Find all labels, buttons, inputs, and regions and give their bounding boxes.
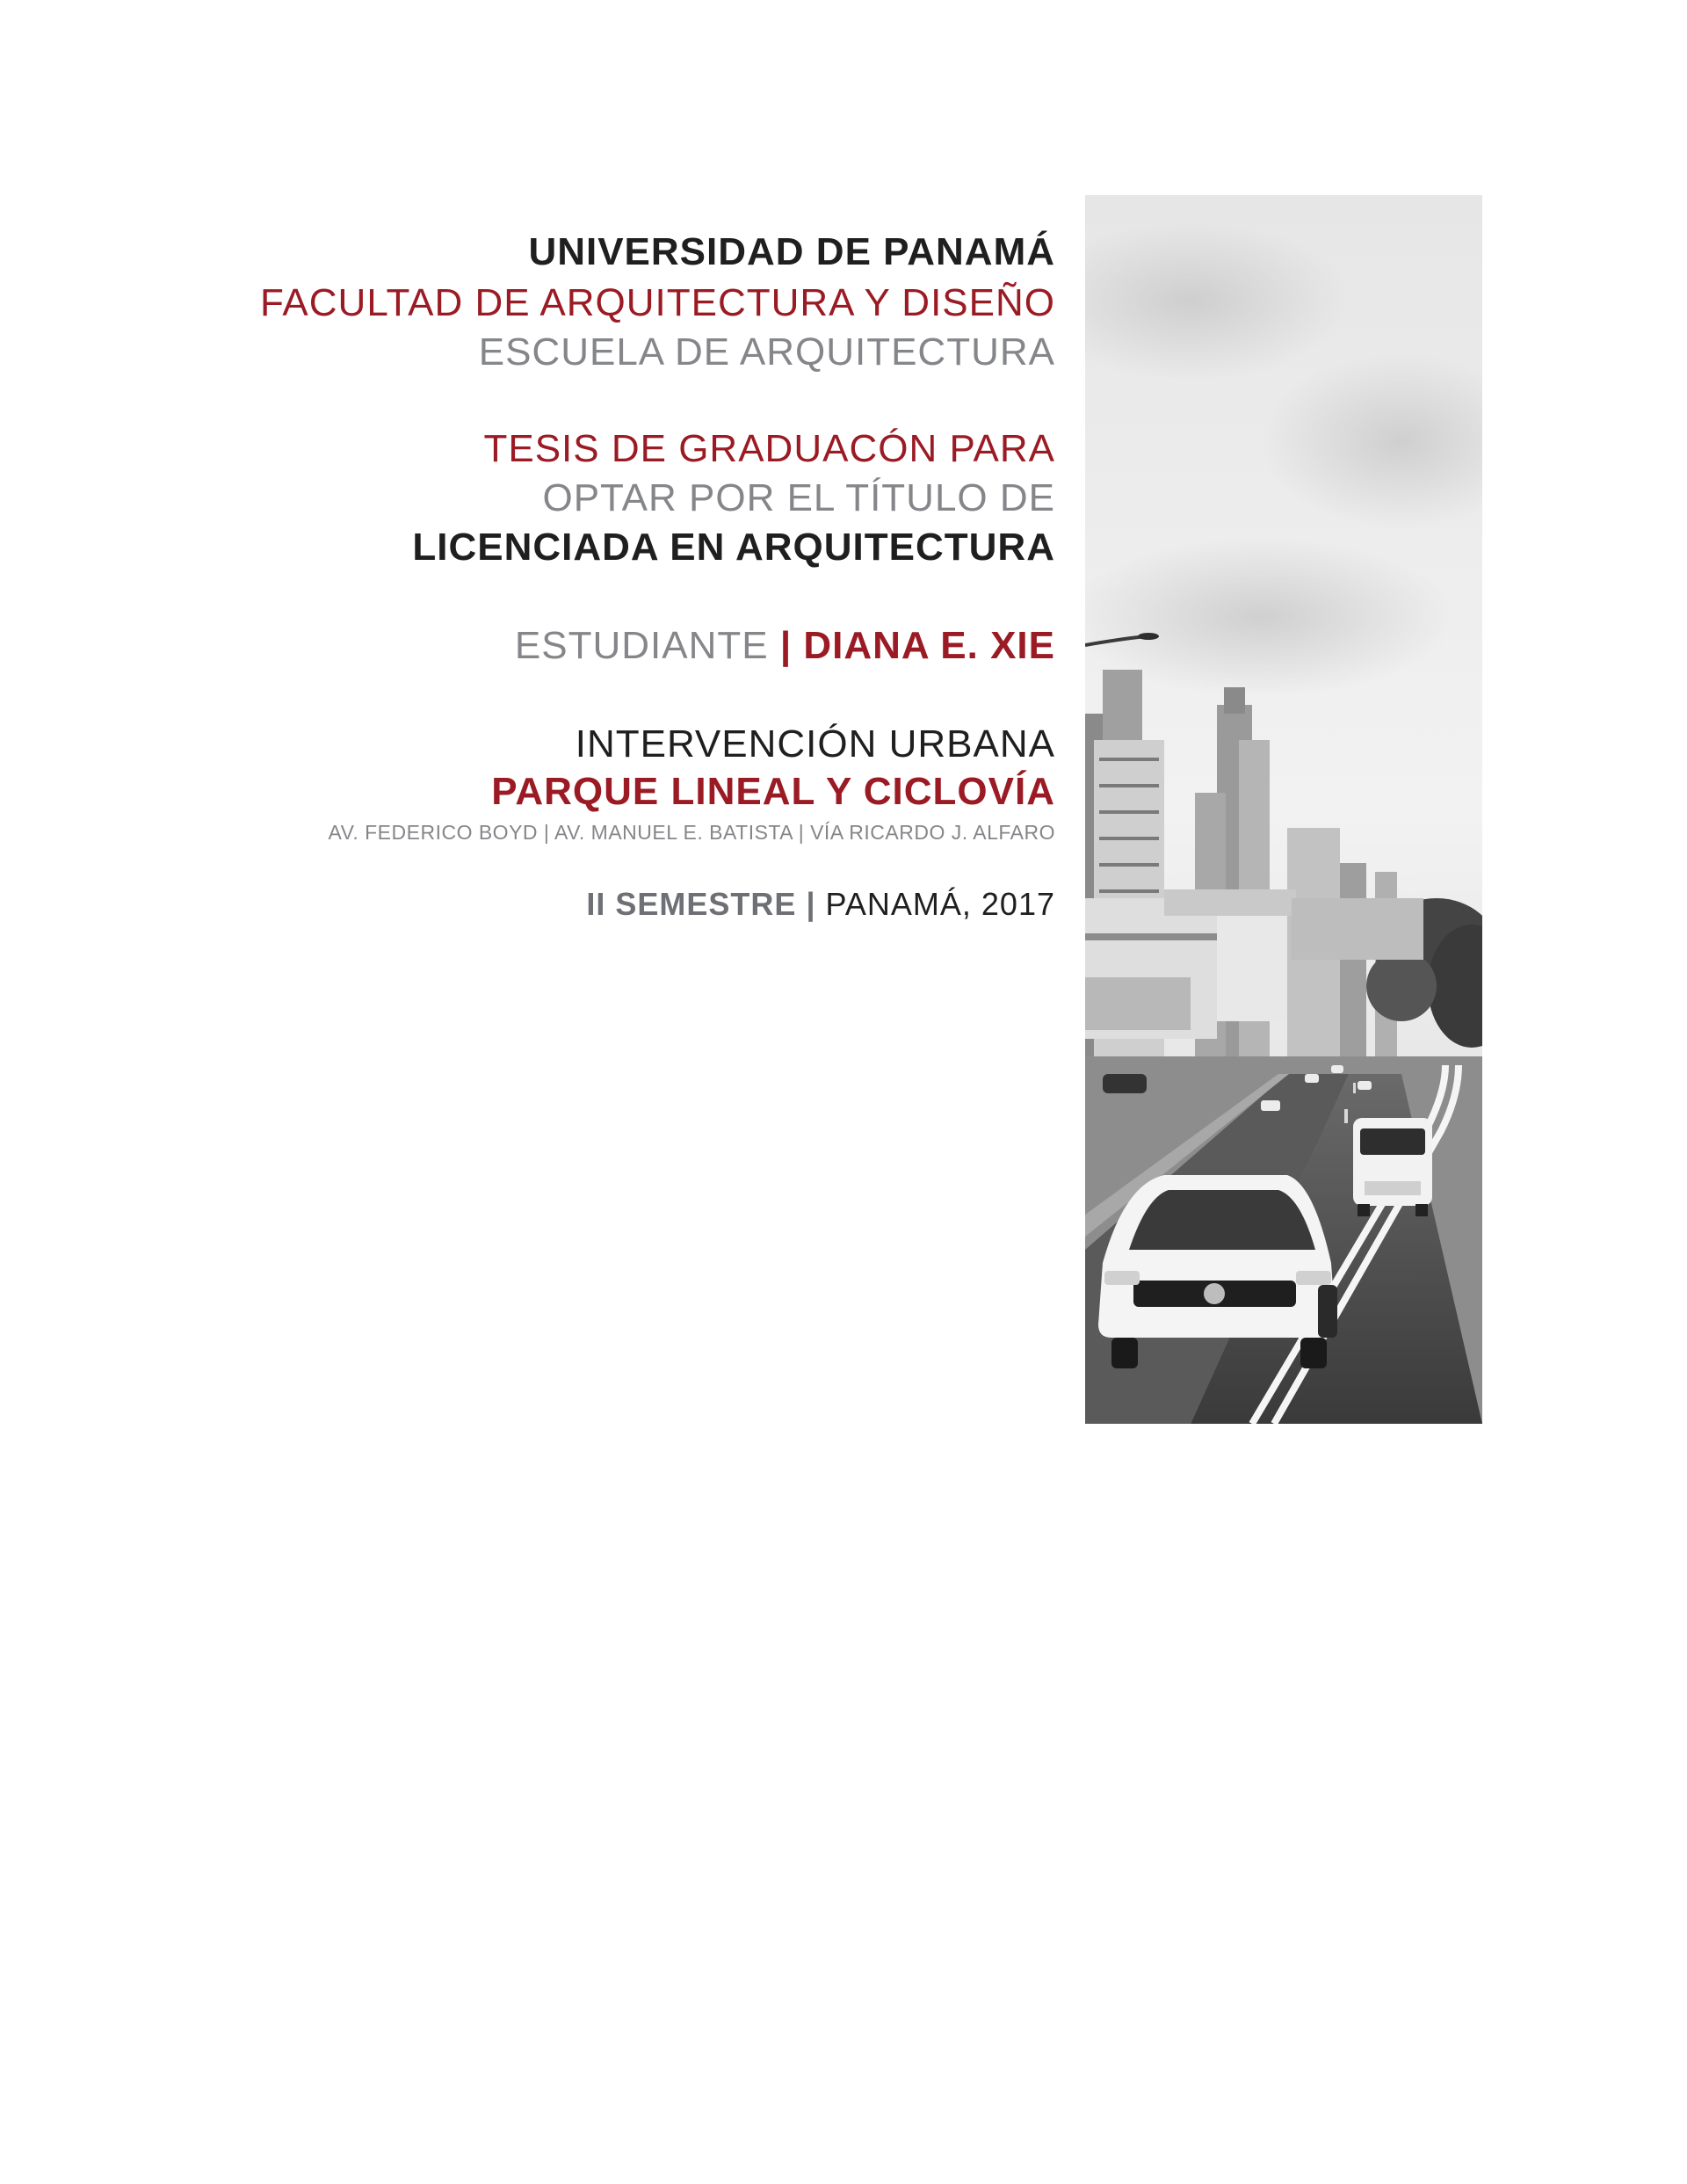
project-streets: AV. FEDERICO BOYD | AV. MANUEL E. BATISTA | VÍA RICARDO J. ALFARO: [328, 821, 1055, 844]
thesis-line-1: TESIS DE GRADUACÓN PARA: [483, 427, 1055, 470]
student-line: [515, 624, 1055, 669]
student-name: DIANA E. XIE: [803, 624, 1055, 667]
thesis-line-3: LICENCIADA EN ARQUITECTURA: [412, 526, 1055, 569]
student-separator: |: [779, 624, 793, 667]
place-year: PANAMÁ, 2017: [825, 886, 1055, 922]
date-separator: |: [806, 886, 816, 922]
date-line: [586, 886, 1055, 922]
cover-photo: [1085, 195, 1482, 1424]
university-name: UNIVERSIDAD DE PANAMÁ: [528, 230, 1055, 273]
semester-label: II SEMESTRE: [586, 886, 797, 922]
street-photo-illustration: [1085, 195, 1482, 1424]
cover-text: [176, 0, 1055, 967]
school-name: ESCUELA DE ARQUITECTURA: [478, 330, 1055, 374]
faculty-name: FACULTAD DE ARQUITECTURA Y DISEÑO: [259, 281, 1055, 324]
student-label: ESTUDIANTE: [514, 624, 769, 667]
project-title: PARQUE LINEAL Y CICLOVÍA: [491, 770, 1055, 813]
project-type: INTERVENCIÓN URBANA: [575, 722, 1055, 765]
thesis-line-2: OPTAR POR EL TÍTULO DE: [542, 476, 1055, 519]
